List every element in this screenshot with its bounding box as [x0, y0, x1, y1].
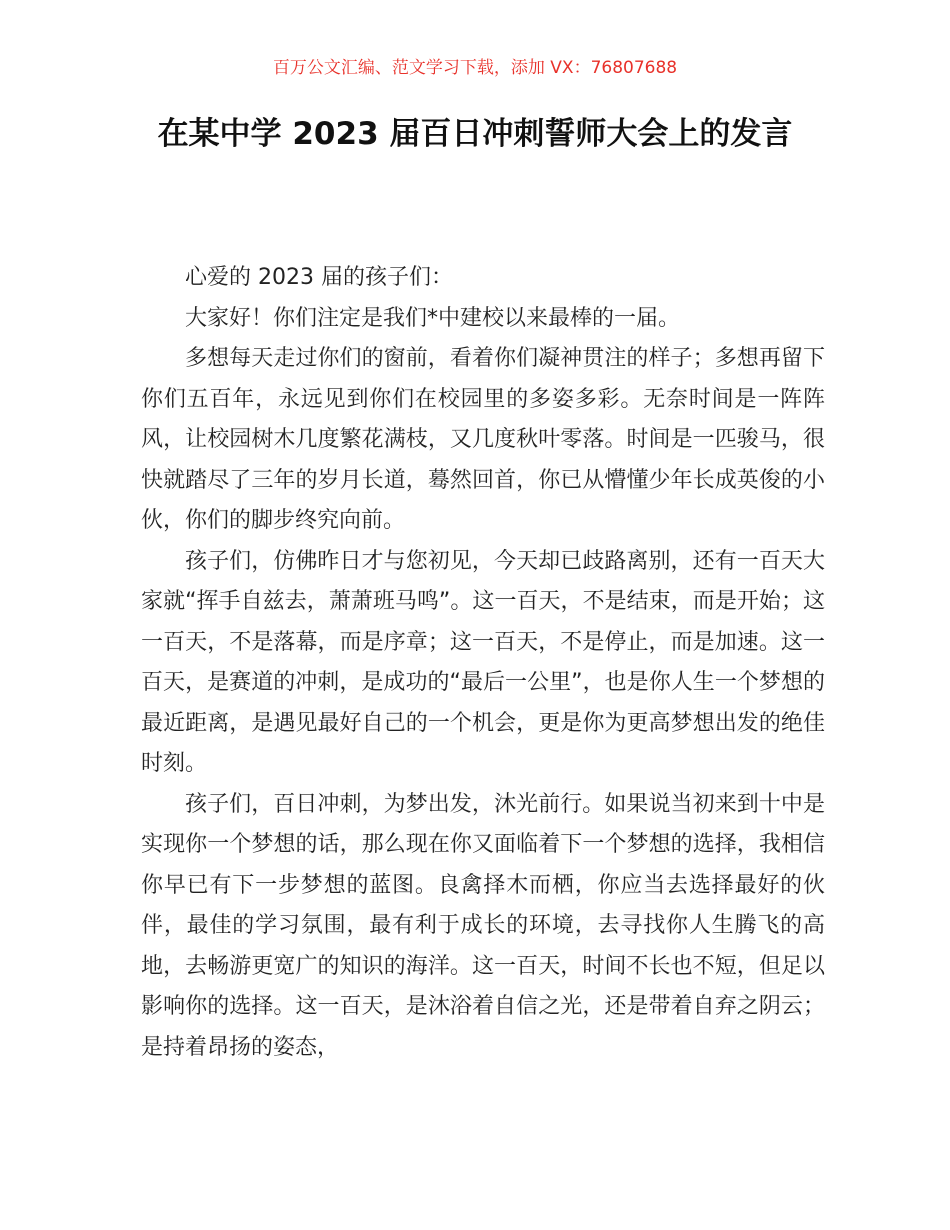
paragraph: 孩子们，百日冲刺，为梦出发，沐光前行。如果说当初来到十中是实现你一个梦想的话，那么现在你又面临着下一个梦想的选择，我相信你早已有下一步梦想的蓝图。良禽择木而栖，你应当去选择最好的伙伴，最佳的学习氛围，最有利于成长的环境，去寻找你人生腾飞的高地，去畅游更宽广的知识的海洋。这一百天，时间不长也不短，但足以影响你的选择。这一百天，是沐浴着自信之光，还是带着自弃之阴云；是持着昂扬的姿态， — [141, 791, 825, 1060]
paragraph: 孩子们，仿佛昨日才与您初见，今天却已歧路离别，还有一百天大家就“挥手自兹去，萧萧班马鸣”。这一百天，不是结束，而是开始；这一百天，不是落幕，而是序章；这一百天，不是停止，而是加速。这一百天，是赛道的冲刺，是成功的“最后一公里”，也是你人生一个梦想的最近距离，是遇见最好自己的一个机会，更是你为更高梦想出发的绝佳时刻。 — [141, 548, 825, 776]
document-title: 在某中学 2023 届百日冲刺誓师大会上的发言 — [157, 116, 793, 152]
paragraph: 多想每天走过你们的窗前，看着你们凝神贯注的样子；多想再留下你们五百年，永远见到你们在校园里的多姿多彩。无奈时间是一阵阵风，让校园树木几度繁花满枝，又几度秋叶零落。时间是一匹骏马，很快就踏尽了三年的岁月长道，蓦然回首，你已从懵懂少年长成英俊的小伙，你们的脚步终究向前。 — [141, 346, 825, 533]
document-body — [141, 258, 825, 1068]
paragraph: 大家好！你们注定是我们*中建校以来最棒的一届。 — [185, 305, 681, 331]
header-note: 百万公文汇编、范文学习下载，添加 VX：76807688 — [272, 58, 678, 78]
paragraph: 心爱的 2023 届的孩子们： — [185, 265, 453, 290]
